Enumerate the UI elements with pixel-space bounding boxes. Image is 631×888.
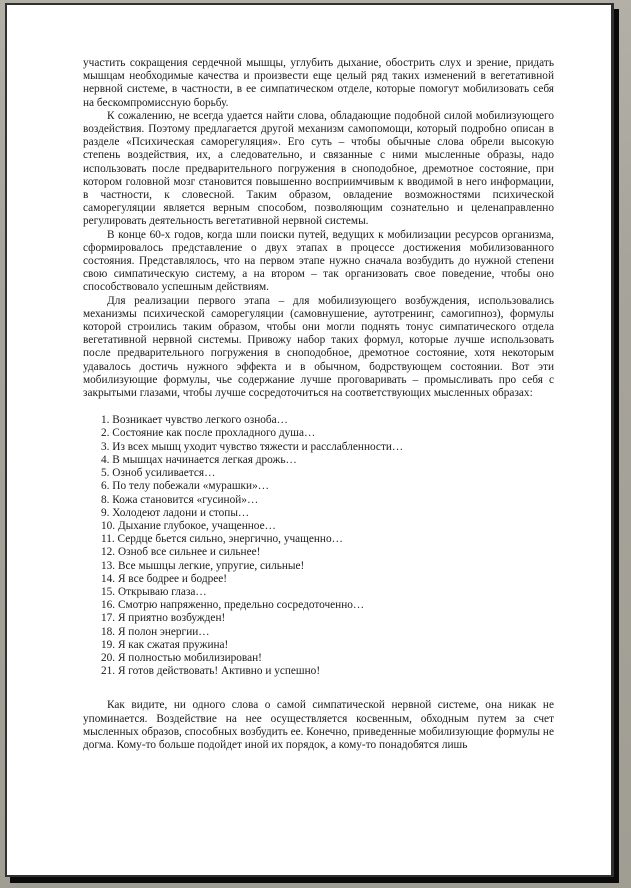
formula-list-item: 17. Я приятно возбужден! — [101, 612, 226, 625]
formula-list-item: 8. Кожа становится «гусиной»… — [101, 493, 259, 506]
formula-list-item: 16. Смотрю напряженно, предельно сосредоточенно… — [101, 599, 365, 612]
formula-list-item: 5. Озноб усиливается… — [101, 467, 216, 480]
paragraph: Для реализации первого этапа – для мобилизующего возбуждения, использовались механизмы психической саморегуляции (самовнушение, аутотренинг, самогипноз), формулы которой строились таким образом, чтобы они могли поднять тонус симпатического отдела вегетативной нервной системы. Привожу набор таких формул, которые лучше использовать после предварительного погружения в сноподобное, дремотное состояние, хотя некоторым удавалось достичь нужного эффекта и в обычном, бодрствующем состоянии. Вот эти мобилизующие формулы, чье содержание лучше проговаривать – промысливать про себя с закрытыми глазами, чтобы лучше сосредоточиться на соответствующих мысленных образах: — [83, 294, 554, 400]
formula-list-item: 9. Холодеют ладони и стопы… — [101, 506, 250, 519]
document-page — [5, 3, 614, 877]
paragraph: К сожалению, не всегда удается найти слова, обладающие подобной силой мобилизующего воздействия. Поэтому предлагается другой механизм самопомощи, который подробно описан в разделе «Психическая саморегуляция». Его суть – чтобы обычные слова обрели высокую степень воздействия, их, а следовательно, и связанные с ними мысленные образы, надо использовать после предварительного погружения в сноподобное, дремотное состояние, при котором головной мозг становится повышенно восприимчивым к вводимой в него информации, в частности, к словесной. Таким образом, овладение возможностями психической саморегуляции является верным способом, позволяющим сознательно и целенаправленно регулировать деятельность вегетативной нервной системы. — [83, 109, 554, 228]
formula-list-item: 21. Я готов действовать! Активно и успешно! — [101, 665, 321, 678]
paragraph-continuation: участить сокращения сердечной мышцы, углубить дыхание, обострить слух и зрение, придать мышцам необходимые качества и произвести еще целый ряд таких изменений в вегетативной нервной системе, в частности, в ее симпатическом отделе, которые помогут мобилизовать себя на бескомпромиссную борьбу. — [83, 57, 554, 109]
page-text-block — [83, 57, 554, 752]
paragraph: В конце 60-х годов, когда шли поиски путей, ведущих к мобилизации ресурсов организма, сформировалось представление о двух этапах в процессе достижения мобилизованного состояния. Представлялось, что на первом этапе нужно сначала возбудить до нужной степени свою симпатическую систему, а на втором – так организовать свое поведение, чтобы оно способствовало успешным действиям. — [83, 228, 554, 294]
formula-list — [101, 414, 554, 678]
formula-list-item: 12. Озноб все сильнее и сильнее! — [101, 546, 261, 559]
formula-list-item: 14. Я все бодрее и бодрее! — [101, 572, 228, 585]
formula-list-item: 19. Я как сжатая пружина! — [101, 638, 229, 651]
formula-list-item: 15. Открываю глаза… — [101, 585, 207, 598]
closing-paragraph: Как видите, ни одного слова о самой симпатической нервной системе, она никак не упоминается. Воздействие на нее осуществляется косвенным, обходным путем за счет мысленных образов, способных возбудить ее. Конечно, приведенные мобилизующие формулы не догма. Кому-то больше подойдет иной их порядок, а кому-то понадобятся лишь — [83, 699, 554, 751]
formula-list-item: 4. В мышцах начинается легкая дрожь… — [101, 453, 297, 466]
formula-list-item: 3. Из всех мышц уходит чувство тяжести и расслабленности… — [101, 440, 404, 453]
formula-list-item: 1. Возникает чувство легкого озноба… — [101, 414, 288, 427]
formula-list-item: 20. Я полностью мобилизирован! — [101, 651, 262, 664]
formula-list-item: 13. Все мышцы легкие, упругие, сильные! — [101, 559, 305, 572]
formula-list-item: 2. Состояние как после прохладного душа… — [101, 427, 316, 440]
formula-list-item: 10. Дыхание глубокое, учащенное… — [101, 519, 276, 532]
formula-list-item: 18. Я полон энергии… — [101, 625, 210, 638]
formula-list-item: 11. Сердце бьется сильно, энергично, учащенно… — [101, 533, 343, 546]
formula-list-item: 6. По телу побежали «мурашки»… — [101, 480, 270, 493]
